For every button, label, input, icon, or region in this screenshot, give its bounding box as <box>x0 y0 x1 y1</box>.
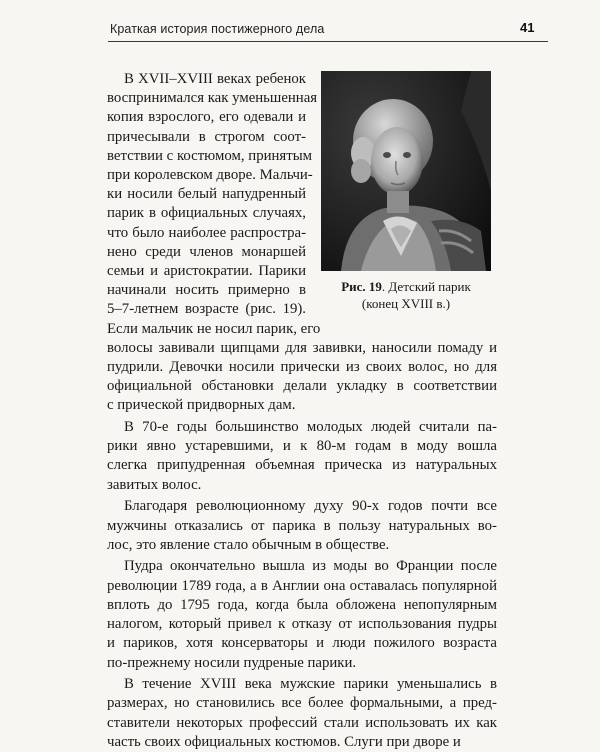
body-line: что было наиболее распростра- <box>107 225 306 241</box>
body-line: волосы завивали щипцами для завивки, наносили помаду и <box>107 340 497 356</box>
body-line: В XVII–XVIII веках ребенок <box>124 71 306 87</box>
body-line: 5–7-летнем возрасте (рис. 19). <box>107 301 306 317</box>
body-line: и париков, хотя консерваторы и люди пожилого возраста <box>107 635 497 651</box>
header-rule <box>108 41 548 42</box>
figure-caption-text: . Детский парик <box>381 279 471 294</box>
body-line: завитых волос. <box>107 477 202 493</box>
body-line: мужчины отказались от парика в пользу натуральных во- <box>107 518 497 534</box>
body-line: В течение XVIII века мужские парики уменьшались в <box>124 676 497 692</box>
body-line: парик в официальных случаях, <box>107 205 306 221</box>
body-line: воспринимался как уменьшенная <box>107 90 318 106</box>
body-line: ветствии с костюмом, принятым <box>107 148 313 164</box>
body-line: с прической придворных дам. <box>107 397 296 413</box>
child-wig-portrait-illustration <box>321 71 491 271</box>
body-line: начинали носить примерно в <box>107 282 306 298</box>
figure-label: Рис. 19 <box>341 279 382 294</box>
body-line: официальной обстановки делали укладку в соответствии <box>107 378 497 394</box>
figure-caption-date: (конец XVIII в.) <box>361 296 451 311</box>
body-line: размерах, но становились все более формальными, а пред- <box>107 695 497 711</box>
body-line: Если мальчик не носил парик, его <box>107 321 321 337</box>
body-line: Пудра окончательно вышла из моды во Франции после <box>124 558 497 574</box>
figure-caption <box>318 278 494 312</box>
body-line: ки носили белый напудренный <box>107 186 306 202</box>
body-line: семьи и аристократии. Парики <box>107 263 306 279</box>
body-line: вплоть до 1795 года, когда была обложена непопулярным <box>107 597 497 613</box>
body-line: пудрили. Девочки носили прически из своих волос, но для <box>107 359 497 375</box>
body-line: Благодаря революционному духу 90-х годов почти все <box>124 498 497 514</box>
body-line: рики явно устаревшими, и к 80-м годам в моду вошла <box>107 438 497 454</box>
running-header: Краткая история постижерного дела <box>110 22 325 36</box>
body-line: налогом, который привел к отказу от использования пудры <box>107 616 497 632</box>
page-number: 41 <box>520 20 535 35</box>
body-line: слегка припудренная объемная прическа из натуральных <box>107 457 497 473</box>
body-line: причесывали в строгом соот- <box>107 129 306 145</box>
figure-portrait-image <box>321 71 491 271</box>
body-line: В 70-е годы большинство молодых людей считали па- <box>124 419 497 435</box>
body-line: лос, это явление стало обычным в обществе. <box>107 537 390 553</box>
body-line: часть своих официальных костюмов. Слуги при дворе и <box>107 734 461 750</box>
body-line: ставители некоторых профессий стали использовать их как <box>107 715 497 731</box>
body-line: при королевском дворе. Мальчи- <box>107 167 313 183</box>
body-line: революции 1789 года, а в Англии она оставалась популярной <box>107 578 497 594</box>
body-line: нено среди членов монаршей <box>107 244 306 260</box>
body-line: копия взрослого, его одевали и <box>107 109 306 125</box>
body-line: по-прежнему носили пудреные парики. <box>107 655 357 671</box>
